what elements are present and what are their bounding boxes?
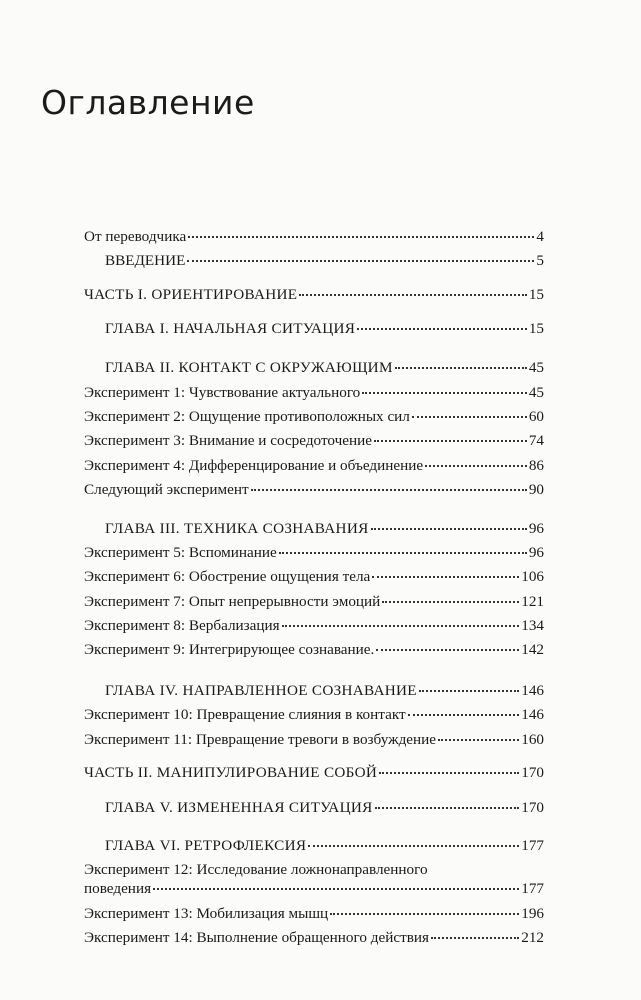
toc-entry-title: Эксперимент 3: Внимание и сосредоточение [84,432,372,449]
dot-leader [299,294,526,296]
toc-entry-title: Эксперимент 1: Чувствование актуального [84,384,361,401]
toc-entry[interactable] [84,880,544,898]
toc-entry-page: 74 [528,432,544,449]
toc-entry[interactable] [84,929,544,947]
toc-entry-page: 15 [528,286,544,303]
toc-entry-page: 4 [536,228,544,245]
toc-entry-page: 160 [521,731,544,748]
toc-entry-title: ЧАСТЬ II. МАНИПУЛИРОВАНИЕ СОБОЙ [84,764,378,781]
toc-entry-page: 96 [528,520,544,537]
toc-entry-page: 121 [521,593,544,610]
toc-entry-title: Эксперимент 11: Превращение тревоги в возбуждение [84,731,437,748]
toc-entry-page: 146 [521,706,544,723]
toc-entry[interactable] [84,731,544,749]
toc-entry-page: 45 [528,384,544,401]
dot-leader [376,649,519,651]
toc-entry-page: 45 [528,359,544,376]
toc-entry[interactable] [84,617,544,635]
toc-entry-title: ЧАСТЬ I. ОРИЕНТИРОВАНИЕ [84,286,298,303]
toc-entry[interactable] [84,481,544,499]
toc-entry[interactable] [84,641,544,659]
toc-entry-title: ГЛАВА I. НАЧАЛЬНАЯ СИТУАЦИЯ [105,320,356,337]
toc-entry-title: Эксперимент 8: Вербализация [84,617,280,634]
toc-entry-page: 170 [521,799,544,816]
toc-entry-first-line[interactable]: Эксперимент 12: Исследование ложнонаправленного [84,861,428,878]
toc-entry-page: 212 [521,929,544,946]
toc-entry-title: ГЛАВА VI. РЕТРОФЛЕКСИЯ [105,837,307,854]
toc-entry[interactable] [84,682,544,700]
toc-entry-page: 60 [528,408,544,425]
dot-leader [408,714,520,716]
dot-leader [330,913,519,915]
toc-entry-page: 5 [536,252,544,269]
dot-leader [412,416,527,418]
dot-leader [357,328,527,330]
dot-leader [187,260,534,262]
toc-entry-title: Эксперимент 6: Обострение ощущения тела [84,568,371,585]
dot-leader [395,367,527,369]
toc-entry-page: 146 [521,682,544,699]
dot-leader [251,489,527,491]
toc-entry-title: Эксперимент 7: Опыт непрерывности эмоций [84,593,381,610]
toc-entry-title: Следующий эксперимент [84,481,249,498]
toc-entry[interactable] [84,799,544,817]
toc-entry-page: 134 [521,617,544,634]
toc-entry-title: ВВЕДЕНИЕ [105,252,186,269]
toc-entry-page: 177 [521,880,544,897]
toc-entry[interactable] [84,286,544,304]
toc-entry[interactable] [84,384,544,402]
toc-entry-title: Эксперимент 14: Выполнение обращенного действия [84,929,430,946]
dot-leader [382,601,519,603]
toc-entry-title: Эксперимент 10: Превращение слияния в контакт [84,706,406,723]
toc-entry-title: ГЛАВА V. ИЗМЕНЕННАЯ СИТУАЦИЯ [105,799,373,816]
toc-entry[interactable] [84,706,544,724]
toc-entry[interactable] [84,764,544,782]
dot-leader [425,465,527,467]
dot-leader [374,440,527,442]
toc-entry-title: Эксперимент 13: Мобилизация мышц [84,905,329,922]
dot-leader [362,392,527,394]
toc-entry-page: 90 [528,481,544,498]
toc-entry-page: 106 [521,568,544,585]
toc-entry-page: 15 [528,320,544,337]
dot-leader [188,236,534,238]
toc-entry-title: Эксперимент 5: Вспоминание [84,544,277,561]
toc-entry-title: ГЛАВА IV. НАПРАВЛЕННОЕ СОЗНАВАНИЕ [105,682,417,699]
page-title: Оглавление [41,83,255,122]
toc-entry-title: От переводчика [84,228,187,245]
toc-entry-title: ГЛАВА II. КОНТАКТ С ОКРУЖАЮЩИМ [105,359,393,376]
toc-entry-title: поведения [84,880,152,897]
toc-entry-title: Эксперимент 9: Интегрирующее сознавание. [84,641,375,658]
dot-leader [279,552,527,554]
toc-entry[interactable] [84,544,544,562]
dot-leader [282,625,520,627]
toc-entry[interactable] [84,457,544,475]
toc-entry[interactable] [84,432,544,450]
toc-entry[interactable] [84,408,544,426]
dot-leader [375,807,520,809]
toc-entry[interactable] [84,905,544,923]
toc-entry[interactable] [84,837,544,855]
toc-entry[interactable] [84,228,544,246]
dot-leader [431,937,519,939]
dot-leader [371,528,527,530]
toc-entry-page: 96 [528,544,544,561]
dot-leader [419,690,519,692]
toc-entry[interactable] [84,359,544,377]
dot-leader [308,845,519,847]
toc-entry-title: ГЛАВА III. ТЕХНИКА СОЗНАВАНИЯ [105,520,369,537]
toc-entry[interactable] [84,252,544,270]
toc-entry[interactable] [84,568,544,586]
toc-entry-page: 177 [521,837,544,854]
toc-entry[interactable] [84,520,544,538]
dot-leader [379,772,519,774]
toc-entry-title: Эксперимент 2: Ощущение противоположных сил [84,408,410,425]
toc-entry[interactable] [84,593,544,611]
toc-entry[interactable] [84,320,544,338]
toc-entry-page: 170 [521,764,544,781]
toc-entry-title: Эксперимент 4: Дифференцирование и объединение [84,457,424,474]
toc-entry-page: 86 [528,457,544,474]
dot-leader [153,888,519,890]
toc-entry-page: 196 [521,905,544,922]
dot-leader [438,739,519,741]
dot-leader [372,576,519,578]
toc-entry-page: 142 [521,641,544,658]
